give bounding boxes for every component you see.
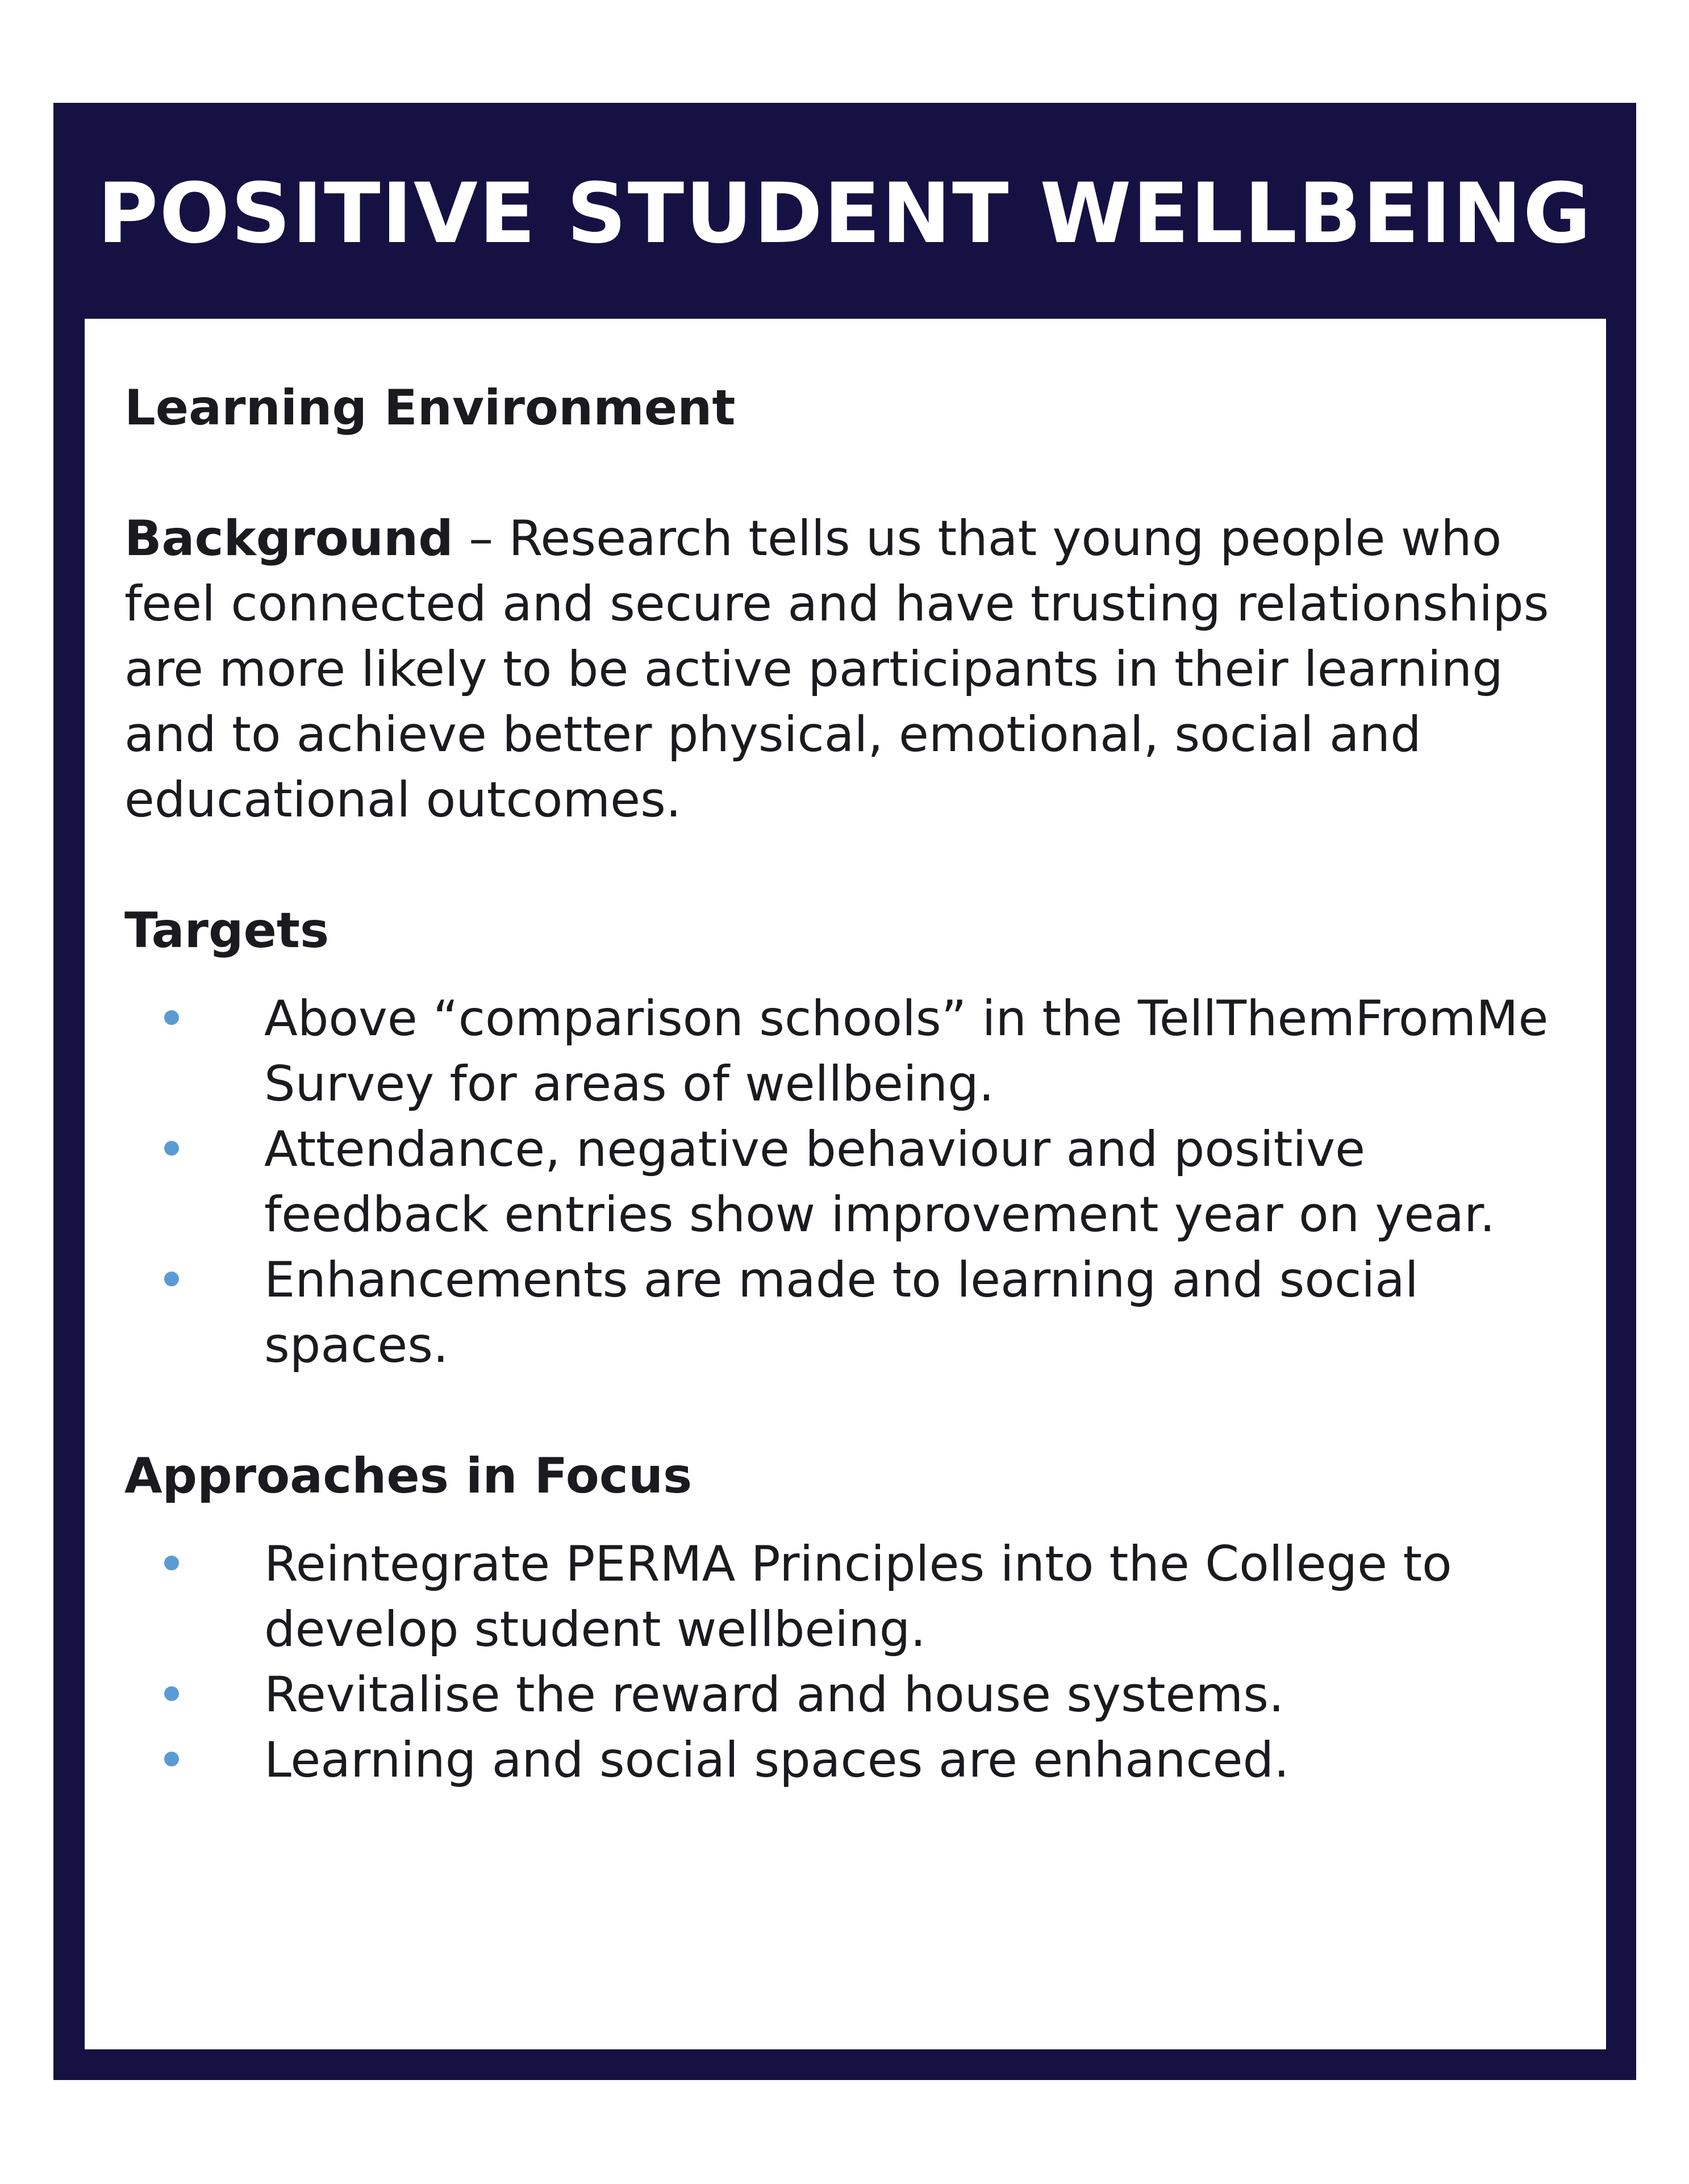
list-item-text: Learning and social spaces are enhanced. xyxy=(264,1732,1290,1789)
section-title: Learning Environment xyxy=(124,380,736,436)
approaches-list xyxy=(124,1532,1566,1793)
list-item-text: Reintegrate PERMA Principles into the College to develop student wellbeing. xyxy=(264,1536,1452,1658)
approaches-heading: Approaches in Focus xyxy=(124,1448,693,1504)
list-item-text: Revitalise the reward and house systems. xyxy=(264,1666,1285,1723)
list-item xyxy=(124,1532,1566,1662)
bullet-dot-icon xyxy=(164,1272,179,1286)
card-frame xyxy=(53,103,1636,2080)
targets-heading: Targets xyxy=(124,902,330,959)
background-paragraph xyxy=(124,506,1566,833)
background-text: – Research tells us that young people who feel connected and secure and have trusting relationships are more likely to be active participants in their learning and to achieve better physical, emotional, social and educational outcomes. xyxy=(124,510,1549,828)
bullet-dot-icon xyxy=(164,1752,179,1766)
spacer xyxy=(124,964,1566,986)
list-item xyxy=(124,986,1566,1117)
list-item-text: Attendance, negative behaviour and positive feedback entries show improvement year on year. xyxy=(264,1121,1495,1243)
bullet-dot-icon xyxy=(164,1141,179,1156)
list-item xyxy=(124,1117,1566,1248)
bullet-dot-icon xyxy=(164,1010,179,1025)
spacer xyxy=(124,441,1566,506)
spacer xyxy=(124,1509,1566,1532)
bullet-dot-icon xyxy=(164,1556,179,1570)
spacer xyxy=(124,1378,1566,1444)
spacer xyxy=(124,833,1566,898)
page-title: POSITIVE STUDENT WELLBEING xyxy=(97,165,1592,262)
list-item-text: Above “comparison schools” in the TellThemFromMe Survey for areas of wellbeing. xyxy=(264,990,1549,1112)
content-body xyxy=(124,376,1566,1793)
bullet-dot-icon xyxy=(164,1686,179,1701)
targets-list xyxy=(124,986,1566,1378)
content-panel xyxy=(85,319,1606,2049)
list-item xyxy=(124,1662,1566,1728)
list-item-text: Enhancements are made to learning and social spaces. xyxy=(264,1252,1419,1374)
background-label: Background xyxy=(124,510,453,567)
list-item xyxy=(124,1248,1566,1378)
list-item xyxy=(124,1728,1566,1793)
